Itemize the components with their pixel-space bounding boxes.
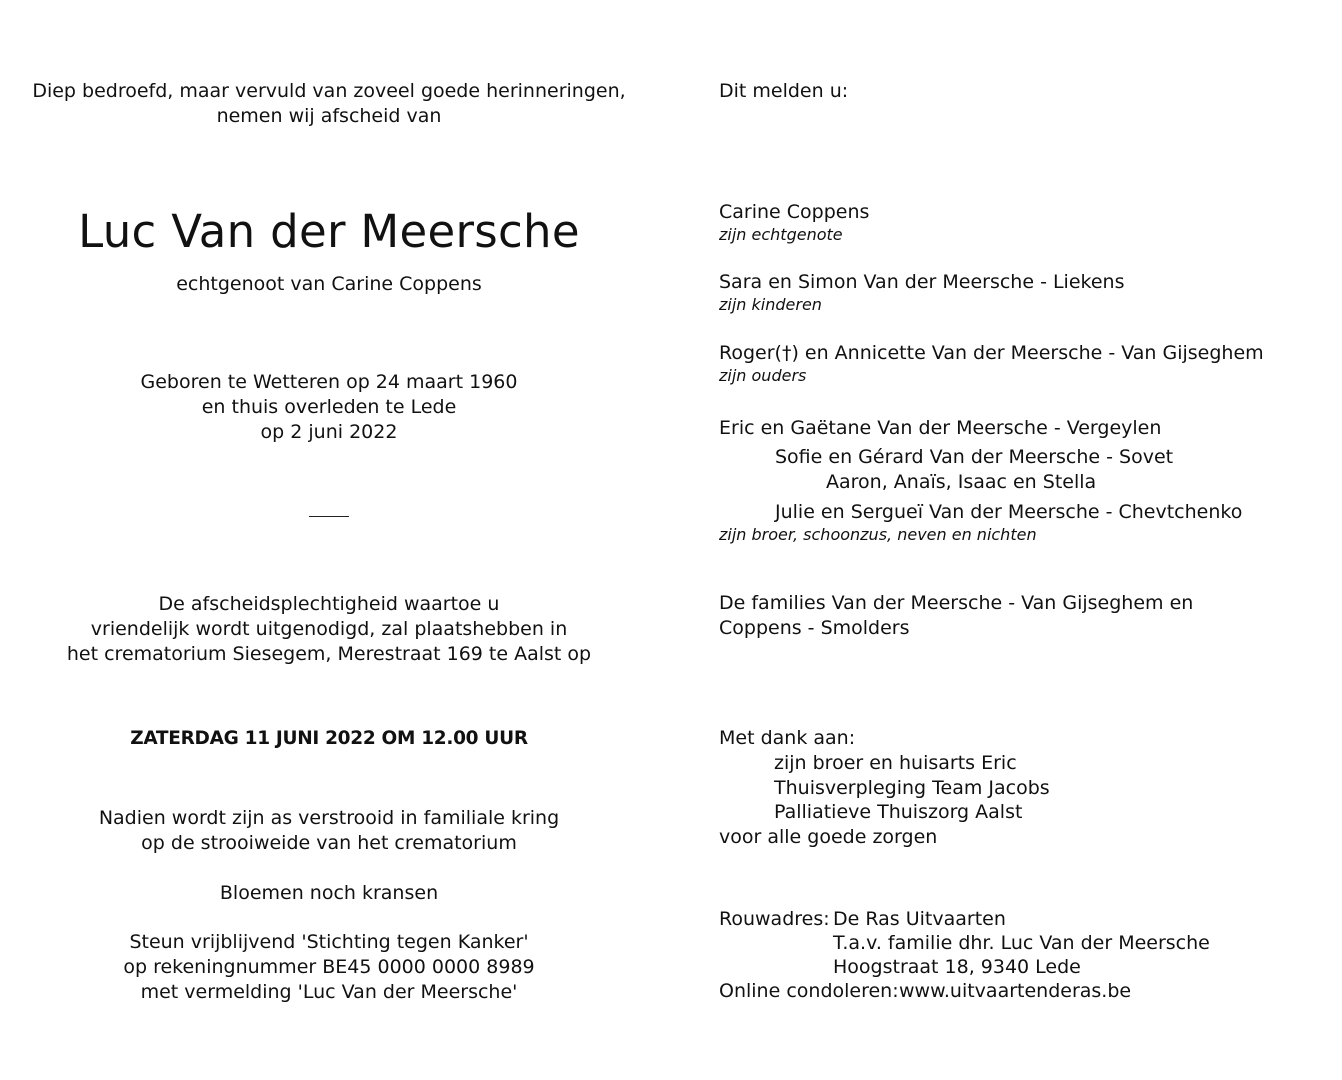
- family-relation: zijn broer, schoonzus, neven en nichten: [719, 525, 1037, 544]
- address-line: T.a.v. familie dhr. Luc Van der Meersche: [833, 932, 1210, 954]
- thanks-item: Thuisverpleging Team Jacobs: [774, 777, 1050, 799]
- families-line-2: Coppens - Smolders: [719, 617, 910, 639]
- support-line-1: Steun vrijblijvend 'Stichting tegen Kanker': [129, 931, 529, 953]
- families-line-1: De families Van der Meersche - Van Gijseghem en: [719, 592, 1194, 614]
- family-relation: zijn echtgenote: [719, 225, 843, 244]
- condole-label: Online condoleren:: [719, 980, 899, 1002]
- ceremony-line-3: het crematorium Siesegem, Merestraat 169 te Aalst op: [66, 643, 592, 665]
- family-name: Sara en Simon Van der Meersche - Liekens: [719, 271, 1125, 293]
- address-line: De Ras Uitvaarten: [833, 908, 1006, 930]
- ashes-line-2: op de strooiweide van het crematorium: [141, 832, 517, 854]
- deceased-name: Luc Van der Meersche: [78, 205, 580, 258]
- family-name: Carine Coppens: [719, 201, 870, 223]
- support-line-3: met vermelding 'Luc Van der Meersche': [140, 981, 518, 1003]
- spouse-line: echtgenoot van Carine Coppens: [176, 273, 482, 295]
- family-name: Roger(†) en Annicette Van der Meersche - Van Gijseghem: [719, 342, 1264, 364]
- flowers-line: Bloemen noch kransen: [219, 882, 439, 904]
- address-line: Hoogstraat 18, 9340 Lede: [833, 956, 1081, 978]
- intro-line-1: Diep bedroefd, maar vervuld van zoveel goede herinneringen,: [32, 80, 626, 102]
- birth-line-1: Geboren te Wetteren op 24 maart 1960: [140, 371, 518, 393]
- birth-line-2: en thuis overleden te Lede: [201, 396, 457, 418]
- family-relation: zijn kinderen: [719, 295, 822, 314]
- condole-url-link[interactable]: www.uitvaartenderas.be: [899, 980, 1132, 1002]
- announce-line: Dit melden u:: [719, 80, 849, 102]
- thanks-end: voor alle goede zorgen: [719, 826, 938, 848]
- ceremony-date: ZATERDAG 11 JUNI 2022 OM 12.00 UUR: [130, 728, 528, 749]
- family-relation: zijn ouders: [719, 366, 807, 385]
- ceremony-line-1: De afscheidsplechtigheid waartoe u: [158, 593, 500, 615]
- intro-line-2: nemen wij afscheid van: [216, 105, 442, 127]
- support-line-2: op rekeningnummer BE45 0000 0000 8989: [123, 956, 535, 978]
- divider-line: [309, 516, 349, 517]
- ashes-line-1: Nadien wordt zijn as verstrooid in familiale kring: [98, 807, 560, 829]
- birth-line-3: op 2 juni 2022: [260, 421, 398, 443]
- family-subline: Julie en Sergueï Van der Meersche - Chevtchenko: [775, 501, 1243, 523]
- family-subline: Sofie en Gérard Van der Meersche - Sovet: [775, 446, 1174, 468]
- thanks-title: Met dank aan:: [719, 727, 856, 749]
- family-name: Eric en Gaëtane Van der Meersche - Vergeylen: [719, 417, 1162, 439]
- thanks-item: zijn broer en huisarts Eric: [774, 752, 1017, 774]
- family-subline: Aaron, Anaïs, Isaac en Stella: [826, 471, 1097, 493]
- ceremony-line-2: vriendelijk wordt uitgenodigd, zal plaatshebben in: [90, 618, 568, 640]
- address-label: Rouwadres:: [719, 908, 830, 930]
- thanks-item: Palliatieve Thuiszorg Aalst: [774, 801, 1023, 823]
